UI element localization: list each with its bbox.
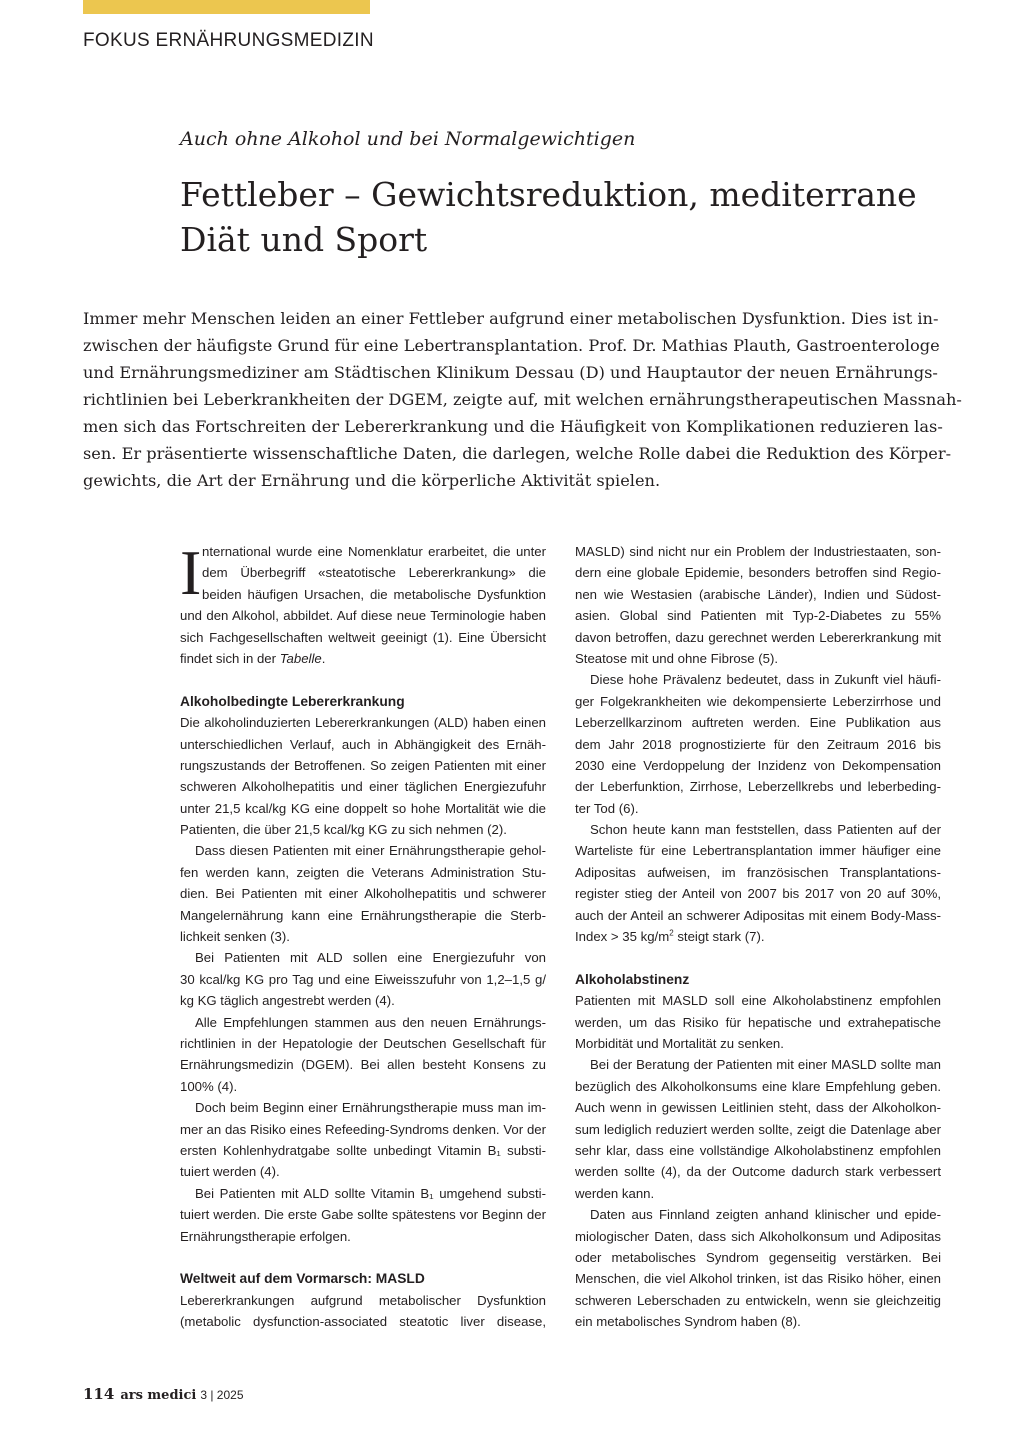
text-line: sich Fachgesellschaften weltweit geeinigt (1). Eine Übersicht (180, 629, 546, 645)
lead-line: sen. Er präsentierte wissenschaftliche Daten, die darlegen, welche Rolle dabei die Reduktion des Körper- (83, 444, 952, 463)
text-line: werden kann. (575, 1185, 655, 1201)
text-line: mer an das Risiko eines Refeeding-Syndroms denken. Vor der (180, 1121, 546, 1137)
lead-line: und Ernährungsmediziner am Städtischen Klinikum Dessau (D) und Hauptautor der neuen Ernährungs- (83, 363, 938, 382)
text-line: unterschiedlichen Verlauf, auch in Abhängigkeit des Ernäh- (180, 736, 546, 752)
text-line: werden sollte (4), da der Outcome dadurch stark verbessert (575, 1164, 941, 1180)
text-line: dern eine globale Epidemie, besonders betroffen sind Regio- (575, 565, 941, 581)
text-line: register stieg der Anteil von 2007 bis 2017 von 20 auf 30%, (575, 886, 941, 902)
title-line: Diät und Sport (180, 220, 428, 259)
text-line: sum lediglich reduziert werden sollte, zeigt die Datenlage aber (575, 1121, 941, 1137)
text-line: ein metabolisches Syndrom haben (8). (575, 1314, 801, 1330)
text-line: richtlinien in der Hepatologie der Deutschen Gesellschaft für (180, 1035, 546, 1051)
text-line: und den Alkohol, abbildet. Auf diese neue Terminologie haben (180, 608, 546, 624)
text-line: Morbidität und Mortalität zu senken. (575, 1035, 784, 1051)
issue-number: 3 | 2025 (200, 1388, 244, 1402)
intro-paragraph (180, 537, 546, 608)
text-line: bezüglich des Alkoholkonsums eine klare Empfehlung geben. (575, 1078, 941, 1094)
text-fragment: . (321, 650, 326, 666)
text-line: Patienten, die über 21,5 kcal/kg KG zu sich nehmen (2). (180, 822, 507, 838)
text-line: nen wie Westasien (arabische Länder), Indien und Südost- (575, 586, 941, 602)
text-line: (metabolic dysfunction-associated steatotic liver disease, (180, 1314, 546, 1330)
body-column-left (180, 537, 546, 1332)
text-line: Auch wenn in gewissen Leitlinien steht, dass der Alkoholkon- (575, 1100, 941, 1116)
lead-line: richtlinien bei Leberkrankheiten der DGEM, zeigte auf, mit welchen ernährungstherapeutischen Massnah- (83, 390, 962, 409)
text-line: Warteliste für eine Lebertransplantation immer häufiger eine (575, 843, 941, 859)
subheading-abstinenz: Alkoholabstinenz (575, 971, 690, 987)
text-line: auch der Anteil an schwerer Adipositas mit einem Body-Mass- (575, 907, 941, 923)
text-line: fen werden kann, zeigten die Veterans Administration Stu- (180, 864, 546, 880)
text-line: Lebererkrankungen aufgrund metabolischer Dysfunktion (180, 1292, 546, 1308)
text-line: rungszustands der Betroffenen. So zeigen Patienten mit einer (180, 757, 546, 773)
text-line: ger Folgekrankheiten wie dekompensierte Leberzirrhose und (575, 693, 941, 709)
text-line: Schon heute kann man feststellen, dass Patienten auf der (590, 822, 941, 838)
text-line: MASLD) sind nicht nur ein Problem der Industriestaaten, son- (575, 544, 941, 559)
text-line: 2030 eine Verdoppelung der Inzidenz von Dekompensation (575, 757, 941, 773)
text-line: sehr klar, dass eine vollständige Alkoholabstinenz empfohlen (575, 1142, 941, 1158)
text-line: Patienten mit MASLD soll eine Alkoholabstinenz empfohlen (575, 993, 941, 1009)
page-footer (83, 1384, 244, 1403)
text-line: beiden häufigen Ursachen, die metabolische Dysfunktion (202, 586, 546, 602)
article-kicker: Auch ohne Alkohol und bei Normalgewichtigen (180, 128, 636, 150)
text-line: Menschen, die viel Alkohol trinken, ist das Risiko höher, einen (575, 1271, 941, 1287)
text-line: der Leberfunktion, Zirrhose, Leberzellkrebs und leberbeding- (575, 779, 941, 795)
lead-line: men sich das Fortschreiten der Lebererkrankung und die Häufigkeit von Komplikationen reduzieren las- (83, 417, 943, 436)
text-line: ersten Kohlenhydratgabe sollte unbedingt Vitamin B₁ substi- (180, 1142, 546, 1158)
text-line: nternational wurde eine Nomenklatur erarbeitet, die unter (202, 544, 546, 559)
text-line: dem Jahr 2018 prognostizierte für den Zeitraum 2016 bis (575, 736, 941, 752)
text-line: miologischer Daten, dass sich Alkoholkonsum und Adipositas (575, 1228, 941, 1244)
table-reference: Tabelle (279, 650, 322, 666)
text-line: Alle Empfehlungen stammen aus den neuen Ernährungs- (195, 1014, 546, 1030)
text-line: Leberzellkarzinom auftreten werden. Eine Publikation aus (575, 715, 941, 731)
section-label: FOKUS ERNÄHRUNGSMEDIZIN (83, 30, 374, 51)
text-line: Ernährungstherapie erfolgen. (180, 1228, 351, 1244)
drop-cap: I (180, 537, 202, 608)
article-title (180, 172, 960, 262)
text-line: Steatose mit und ohne Fibrose (5). (575, 650, 779, 666)
text-line: davon betroffen, dazu gerechnet werden Lebererkrankung mit (575, 629, 941, 645)
text-fragment: Index > 35 kg/m (575, 929, 670, 945)
text-fragment: findet sich in der (180, 650, 280, 666)
text-line: Bei der Beratung der Patienten mit einer MASLD sollte man (590, 1057, 941, 1073)
text-line: schweren Leberschaden zu entwickeln, wenn sie gleichzeitig (575, 1292, 941, 1308)
text-fragment: steigt stark (7). (673, 929, 765, 945)
text-line: Adipositas aufweisen, im französischen Transplantations- (575, 864, 941, 880)
lead-line: Immer mehr Menschen leiden an einer Fettleber aufgrund einer metabolischen Dysfunktion. Dies ist in- (83, 309, 939, 328)
text-line: werden, um das Risiko für hepatische und extrahepatische (575, 1014, 941, 1030)
text-line (180, 648, 546, 669)
page-number: 114 (83, 1385, 115, 1403)
lead-line: zwischen der häufigste Grund für eine Lebertransplantation. Prof. Dr. Mathias Plauth, Gastroenterologe (83, 336, 940, 355)
subheading-masld: Weltweit auf dem Vormarsch: MASLD (180, 1271, 425, 1287)
text-line: Diese hohe Prävalenz bedeutet, dass in Zukunft viel häufi- (590, 672, 941, 688)
text-line: unter 21,5 kcal/kg KG eine doppelt so hohe Mortalität wie die (180, 800, 546, 816)
text-line: dien. Bei Patienten mit einer Alkoholhepatitis und schwerer (180, 886, 546, 902)
magazine-name: ars medici (120, 1388, 197, 1403)
text-line: Bei Patienten mit ALD sollen eine Energiezufuhr von (195, 950, 546, 966)
text-line: tuiert werden. Die erste Gabe sollte spätestens vor Beginn der (180, 1207, 546, 1223)
title-line: Fettleber – Gewichtsreduktion, mediterrane (180, 175, 917, 214)
text-line (575, 926, 941, 947)
text-line: 100% (4). (180, 1078, 238, 1094)
text-line: Bei Patienten mit ALD sollte Vitamin B₁ umgehend substi- (195, 1185, 546, 1201)
lead-line: gewichts, die Art der Ernährung und die körperliche Aktivität spielen. (83, 471, 661, 490)
body-column-right (575, 541, 941, 1332)
text-line: Doch beim Beginn einer Ernährungstherapie muss man im- (195, 1100, 546, 1116)
text-line: oder metabolisches Syndrom gegenseitig verstärken. Bei (575, 1249, 941, 1265)
text-line: Daten aus Finnland zeigten anhand klinischer und epide- (590, 1207, 941, 1223)
text-line: lichkeit senken (3). (180, 929, 290, 945)
superscript: 2 (669, 928, 674, 938)
text-line: 30 kcal/kg KG pro Tag und eine Eiweisszufuhr von 1,2–1,5 g/ (180, 971, 546, 987)
text-line: schweren Alkoholhepatitis und einer täglichen Energiezufuhr (180, 779, 546, 795)
header-accent-bar (83, 0, 370, 14)
lead-paragraph (83, 305, 962, 494)
text-line: Die alkoholinduzierten Lebererkrankungen (ALD) haben einen (180, 715, 546, 731)
subheading-ald: Alkoholbedingte Lebererkrankung (180, 693, 405, 709)
text-line: Mangelernährung kann eine Ernährungstherapie die Sterb- (180, 907, 546, 923)
text-line: tuiert werden (4). (180, 1164, 280, 1180)
text-line: asien. Global sind Patienten mit Typ-2-Diabetes zu 55% (575, 608, 941, 624)
text-line: dem Überbegriff «steatotische Lebererkrankung» die (202, 565, 546, 581)
text-line: ter Tod (6). (575, 800, 639, 816)
text-line: Dass diesen Patienten mit einer Ernährungstherapie gehol- (195, 843, 546, 859)
text-line: Ernährungsmedizin (DGEM). Bei allen besteht Konsens zu (180, 1057, 546, 1073)
text-line: kg KG täglich angestrebt werden (4). (180, 993, 395, 1009)
